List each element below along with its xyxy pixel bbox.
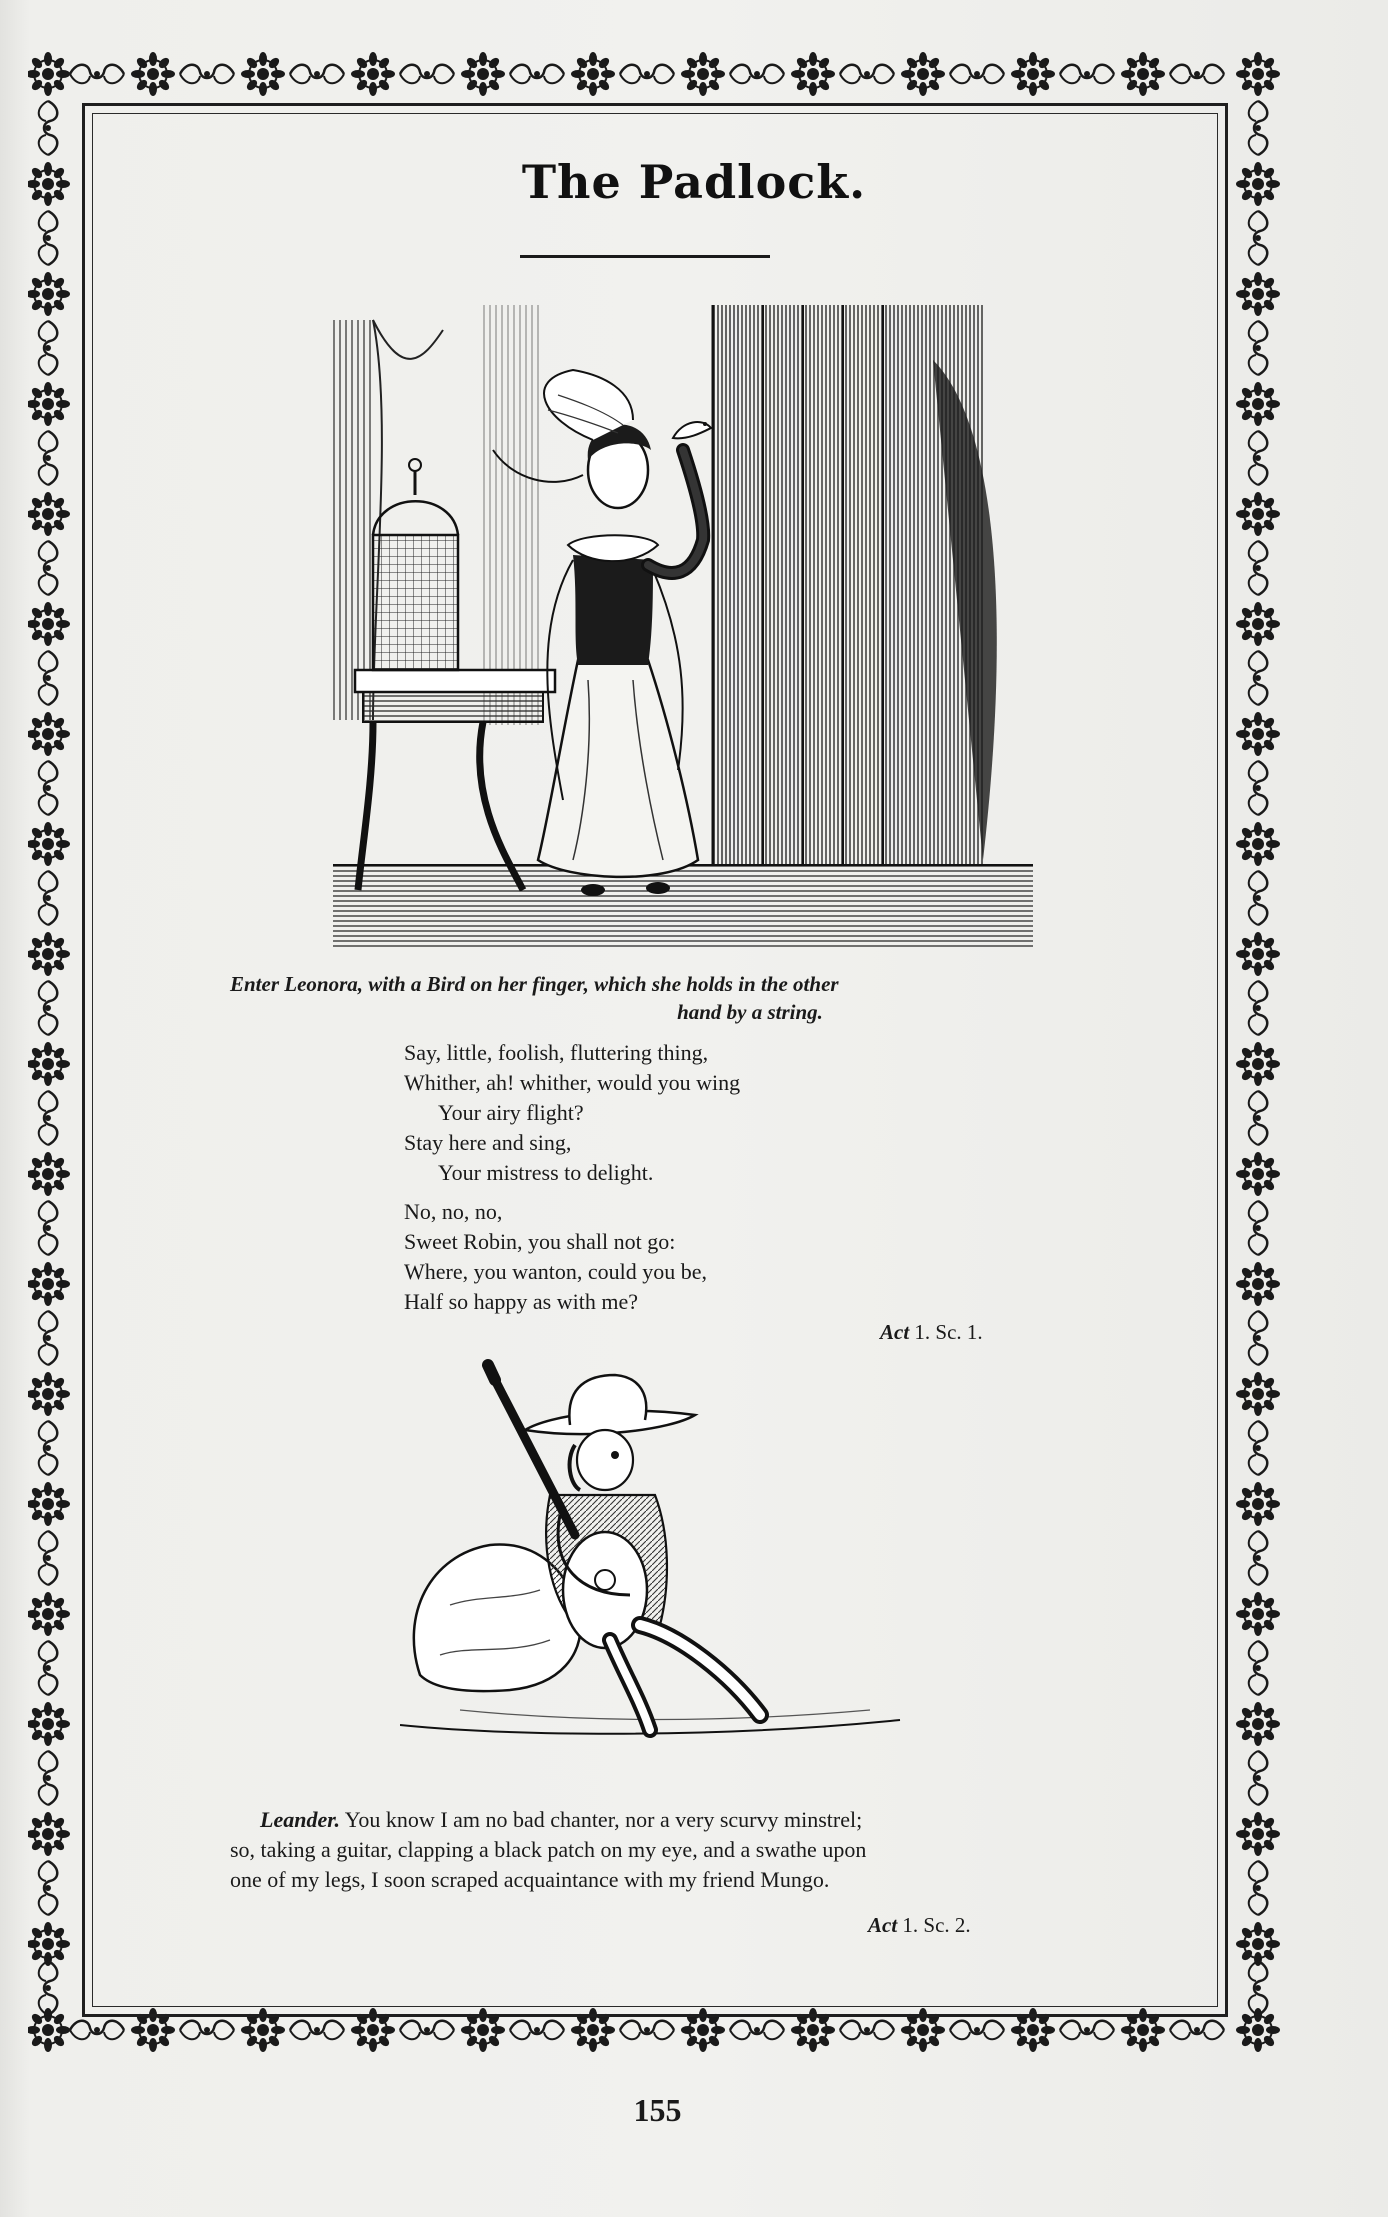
leander-line-2: so, taking a guitar, clapping a black patch on my eye, and a swathe upon bbox=[230, 1837, 867, 1862]
speaker-name: Leander. bbox=[260, 1807, 341, 1832]
page-title: The Padlock. bbox=[521, 155, 867, 209]
illustration-caption bbox=[230, 970, 1150, 1026]
page-number: 155 bbox=[633, 2092, 682, 2128]
act-scene-reference-1 bbox=[880, 1320, 983, 1345]
speech-text: You know I am no bad chanter, nor a very scurvy minstrel; bbox=[340, 1807, 863, 1832]
verse-stanza-1 bbox=[404, 1038, 740, 1188]
verse-line: Your mistress to delight. bbox=[438, 1160, 654, 1185]
act-scene-numbers: 1. Sc. 2. bbox=[902, 1913, 971, 1937]
leander-line-3: one of my legs, I soon scraped acquaintance with my friend Mungo. bbox=[230, 1867, 830, 1892]
leander-line-1 bbox=[230, 1805, 1130, 1835]
caption-line-2: hand by a string. bbox=[677, 1000, 823, 1024]
engraving-woman-with-bird bbox=[333, 300, 1033, 950]
act-label: Act bbox=[868, 1913, 898, 1937]
verse-line: Say, little, foolish, fluttering thing, bbox=[404, 1040, 709, 1065]
title-rule bbox=[520, 255, 770, 258]
verse-line: Whither, ah! whither, would you wing bbox=[404, 1070, 741, 1095]
act-scene-reference-2 bbox=[868, 1913, 971, 1938]
verse-line: No, no, no, bbox=[404, 1199, 503, 1224]
caption-line-1: Enter Leonora, with a Bird on her finger, which she holds in the other bbox=[230, 972, 839, 996]
verse-line: Where, you wanton, could you be, bbox=[404, 1259, 708, 1284]
verse-stanza-2 bbox=[404, 1197, 707, 1317]
verse-line: Half so happy as with me? bbox=[404, 1289, 638, 1314]
act-label: Act bbox=[880, 1320, 910, 1344]
leander-speech bbox=[230, 1805, 1130, 1895]
verse-line: Your airy flight? bbox=[438, 1100, 584, 1125]
verse-line: Stay here and sing, bbox=[404, 1130, 572, 1155]
engraving-boy-with-guitar bbox=[400, 1355, 930, 1765]
act-scene-numbers: 1. Sc. 1. bbox=[914, 1320, 983, 1344]
verse-line: Sweet Robin, you shall not go: bbox=[404, 1229, 676, 1254]
